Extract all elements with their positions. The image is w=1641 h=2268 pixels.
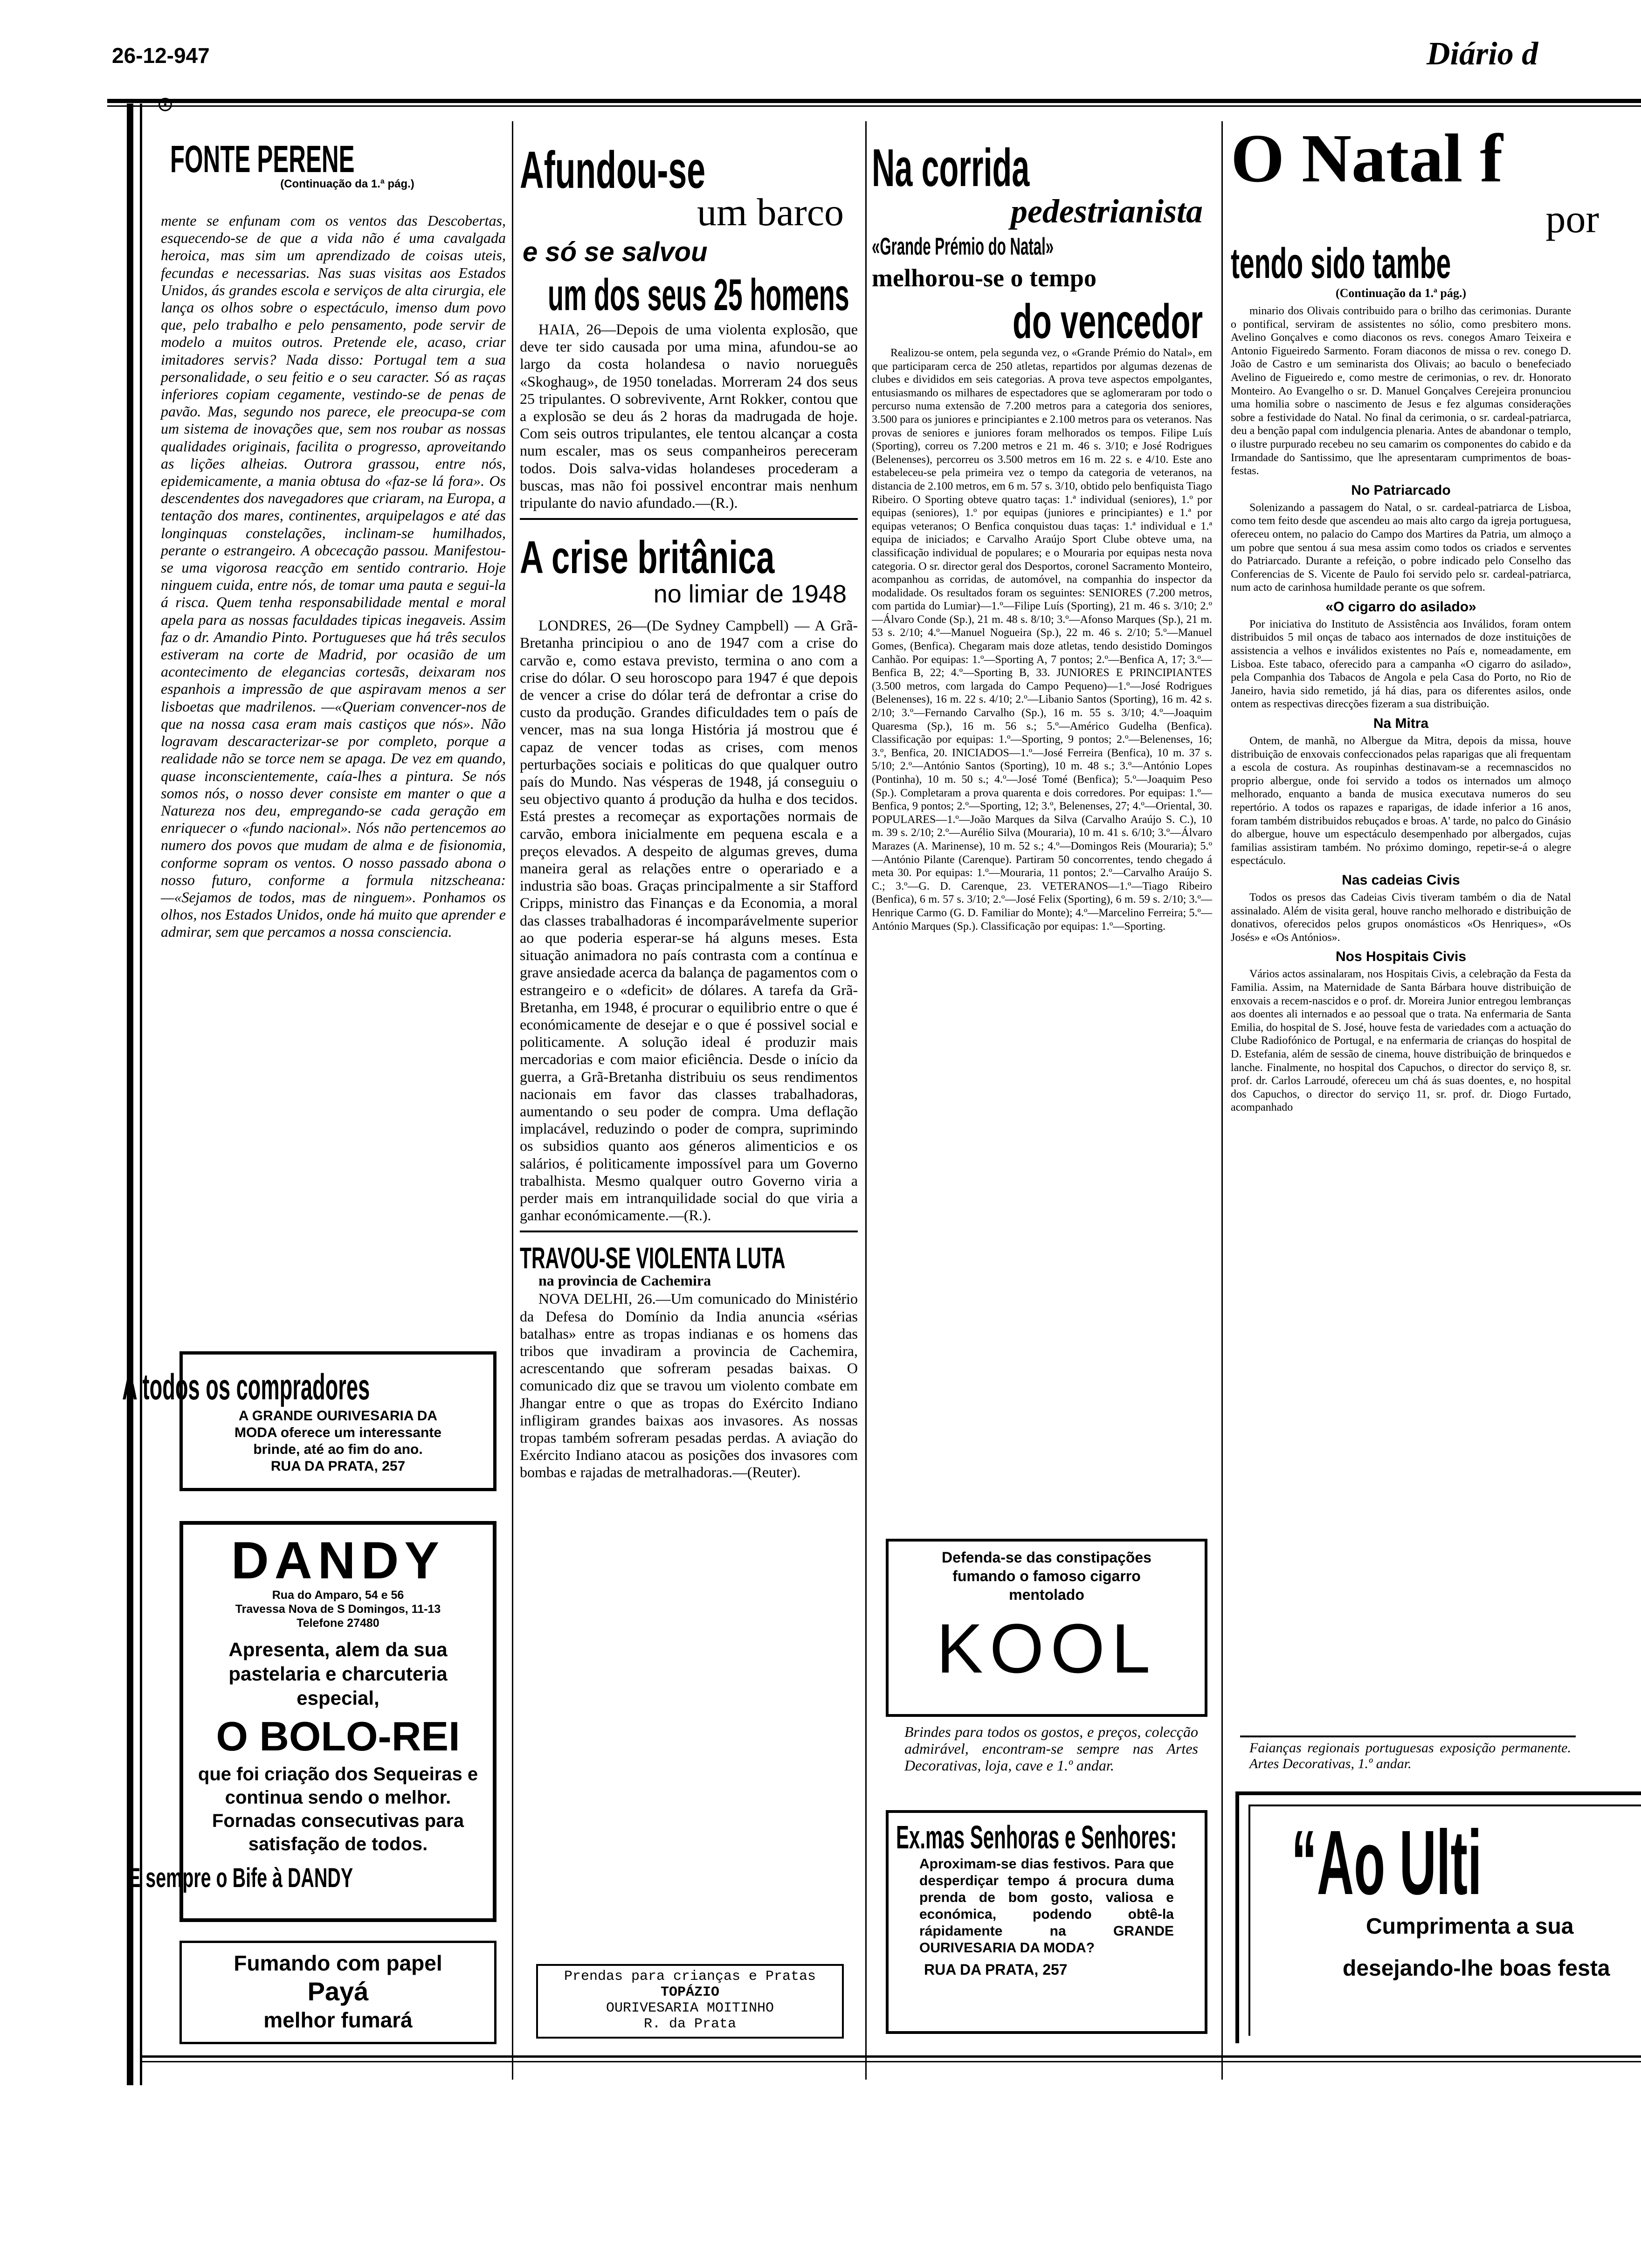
ad-line: desejando-lhe boas festa [1343,1956,1610,1981]
column-4 [1231,119,1641,1798]
brindes-note: Brindes para todos os gostos, e preços, colecção admirável, encontram-se sempre nas Artes Decorativas, loja, cave e 1.º andar. [904,1723,1198,1774]
headline: A crise britânica [520,532,775,583]
headline: Na corrida [872,138,1030,198]
ad-line: Cumprimenta a sua [1366,1914,1574,1939]
continuation-note: (Continuação da 1.ª pág.) [1335,286,1467,300]
headline: um dos seus 25 homens [548,270,849,320]
ad-line: Fumando com papel [234,1951,442,1975]
headline: «Grande Prémio do Natal» [872,233,1054,260]
subheadline: no limiar de 1948 [653,580,847,608]
ad-line: OURIVESARIA MOITINHO [606,2000,774,2016]
article-body: Ontem, de manhã, no Albergue da Mitra, depois da missa, houve distribuição de enxovais confeccionados pelas raparigas que ali frequentam a escola de costura. As roupinhas destinavam-se a recemnascidos no proprio albergue, onde foi servido a todos os internados um almoço melhorado, enquanto a banda de musica executava numeros do seu repertório. A todos os rapazes e raparigas, de idade inferior a 16 anos, foram também distribuidos rebuçados e broas. A' tarde, no palco do Ginásio do albergue, houve um espectáculo desempenhado por albergados, cujas familias assistiram também. No próximo domingo, repetir-se-á o alegre espectáculo. [1231,735,1571,867]
headline: por [1545,196,1599,241]
page-ornament: ⊙ [157,93,174,116]
ad-border [1248,1805,1641,1806]
ad-brand: Payá [307,1977,369,2006]
article-body: HAIA, 26—Depois de uma violenta explosão, que deve ter sido causada por uma mina, afundou-se ao largo da costa holandesa o navio norueguês «Skoghaug», de 1950 toneladas. Morreram 24 dos seus 25 tripulantes. O sobrevivente, Arnt Rokker, contou que a explosão se deu ás 2 horas da madrugada de hoje. Com seis outros tripulantes, ele tentou alcançar a costa num escaler, mas os seus companheiros pereceram todos. Dois salva-vidas holandeses procederam a buscas, mas não foi possivel encontrar mais nenhum tripulante do navio afundado.—(R.). [520,321,858,512]
headline: um barco [697,191,844,234]
ad-kool [886,1539,1207,1717]
ad-title: “Ao Ulti [1291,1812,1482,1914]
section-subheading: Na Mitra [1373,716,1429,732]
article-body: mente se enfunam com os ventos das Descobertas, esquecendo-se de que a vida não é uma cavalgada heroica, mas sim um aprendizado de coisas uteis, fecundas e necessarias. Nas suas visitas aos Estados Unidos, ás grandes escola e serviços de alta cirurgia, ele lança os olhos sobre o espectáculo, imenso dum povo que, pelo trabalho e pelo pensamento, pode servir de modelo a muitos outros. Pretende ele, acaso, criar imitadores servis? Nada disso: Portugal tem a sua personalidade, o seu feitio e o seu caracter. Só as raças inferiores copiam cegamente, vestindo-se de penas de pavão. Mas, segundo nos parece, ele preocupa-se com um sistema de inovações que, sem nos roubar as nossas qualidades originais, facilita o progresso, aproveitando as lições alheias. Outrora grassou, entre nós, epidemicamente, a mania obtusa do «faz-se lá fora». Os descendentes dos navegadores que criaram, na Europa, a tentação dos mares, continentes, arquipelagos e até das longinquas constelações, inclinam-se humilhados, perante o estrangeiro. A obcecação passou. Manifestou-se uma vigorosa reacção em sentido contrario. Hoje ninguem cuida, entre nós, de tomar uma pauta e segui-la á risca. Quem tenha responsabilidade mental e moral apela para as nossas faculdades tipicas inegaveis. Assim faz o dr. Amandio Pinto. Portugueses que há três seculos estiveram na corte de Madrid, por ocasião de um acontecimento de elegancias cortesãs, deixaram nos espanhois a impressão de que aspiravam menos a ser lisboetas que madrilenos. —«Queriam convencer-nos de que na nossa casa eram mais castiços que nós». Não logravam descaracterizar-se por completo, porque a realidade não se torce nem se apaga. De vez em quando, quase inconscientemente, caía-lhes a pintura. Se nós somos nós, o nosso dever consiste em manter o que a Natureza nos deu, empregando-se cada geração em enriquecer o «fundo nacional». Nós não pertencemos ao numero dos povos que mudam de alma e de fisionomia, conforme sopram os ventos. O nosso passado abona o nosso futuro, conforme a formula nitzscheana: —«Sejamos de todos, mas de ninguem». Ponhamos os olhos, nos Estados Unidos, onde há muito que aprender e admirar, sem que percamos a nossa consciencia. [161,212,506,940]
ad-title: A todos os compradores [122,1366,370,1407]
ad-border [1248,1805,1250,2036]
ad-line: MODA oferece um interessante [234,1425,442,1440]
ad-border [1235,1791,1239,2043]
headline: e só se salvou [523,237,708,267]
masthead: Diário d [1427,36,1538,72]
footer-rule-thin [140,2061,1641,2062]
ad-line: Defenda-se das constipações [942,1549,1151,1566]
section-subheading: Nas cadeias Civis [1342,872,1460,888]
article-body: Todos os presos das Cadeias Civis tiveram também o dia de Natal assinalado. Além de visita geral, houve rancho melhorado e distribuição de donativos, oferecidos pelos grupos onomásticos «Os Henriques», «Os Josés» e «Os Antónios». [1231,891,1571,944]
separator [520,1231,858,1232]
ad-line: A GRANDE OURIVESARIA DA [238,1408,438,1424]
page-date: 26-12-947 [112,43,210,68]
ad-title: Ex.mas Senhoras e Senhores: [896,1819,1177,1855]
column-rule [512,121,513,2080]
ad-line: Prendas para crianças e Pratas [564,1969,816,1984]
ad-dandy [128,1521,496,1922]
section-subheading: «O cigarro do asilado» [1325,599,1476,615]
headline: Afundou-se [520,141,706,199]
ad-address: Rua do Amparo, 54 e 56 [272,1589,404,1602]
article-body: minario dos Olivais contribuido para o brilho das cerimonias. Durante o pontifical, serviram de assistentes no sólio, como presbitero mons. Avelino Gonçalves e como diaconos os revs. conegos Amaro Teixeira e Antonio Figueiredo Sarmento. Foram diaconos de missa o rev. conego D. João de Castro e um seminarista dos Olivais; ao baculo o benefeciado Avelino de Figueiredo e, como mestre de cerimonias, o rev. dr. Honorato Monteiro. Ao Evangelho o sr. D. Manuel Gonçalves Cerejeira pronunciou uma homilia sobre o nascimento de Jesus e fez algumas considerações sobre a festividade do Natal. No final da cerimonia, o sr. cardeal-patriarca, deu a benção papal com indulgencia plenaria. Antes de abandonar o templo, o ilustre purpurado recebeu no seu camarim os componentes do cabido e da Irmandade do Santissimo, que lhe apresentaram cumprimentos de boas-festas. [1231,305,1571,477]
header-rule [107,99,1641,103]
headline: TRAVOU-SE VIOLENTA LUTA [520,1241,786,1275]
article-body: LONDRES, 26—(De Sydney Campbell) — A Grã-Bretanha principiou o ano de 1947 com a crise do carvão e, como estava previsto, termina o ano com a crise do dólar. O seu horoscopo para 1947 é que depois de vencer a crise do dólar terá de defrontar a crise do custo da produção. Grandes dificuldades tem o país de vencer, mas na sua longa História já mostrou que é capaz de vencer todas as crises, com menos perturbações sociais e politicas do que qualquer outro país do Mundo. Nas vésperas de 1948, já conseguiu o seu objectivo quanto á produção da hulha e dos tecidos. Está prestes a recomeçar as exportações normais de carvão, embora inicialmente em pequena escala e a preços elevados. A despeito de algumas greves, duma maneira geral as relações entre o operariado e a industria são boas. Graças principalmente a sir Stafford Cripps, ministro das Finanças e da Economia, a moral das classes trabalhadoras é incomparávelmente superior ao que poderia esperar-se há alguns meses. Esta situação animadora no país contrasta com a contínua e grave ansiedade acerca da balança de pagamentos com o estrangeiro e o «deficit» de dólares. A tarefa da Grã-Bretanha, em 1948, é procurar o equilibrio entre o que é económicamente de desejar e o que é possivel social e politicamente. A solução ideal é produzir mais mercadorias e com maior eficiência. Desde o início da guerra, a Grã-Bretanha distribuiu os seus rendimentos nacionais em favor das classes trabalhadoras, aumentando o seu poder de compra. Uma deflação implacável, reduzindo o poder de compra, suprimindo os subsidios quanto aos géneros alimenticios e os salários, é politicamente impossível para um Governo trabalhista. Mesmo qualquer outro Governo viria a perder mais em intranquilidade social do que viria a ganhar económicamente.—(R.). [520,617,858,1224]
ad-phone: Telefone 27480 [296,1617,379,1630]
column-3 [872,138,1212,936]
article-headline: FONTE PERENE [170,138,355,180]
ad-text: Apresenta, alem da sua pastelaria e charcuteria especial, [228,1639,448,1709]
ad-brand: DANDY [231,1531,445,1590]
headline: do vencedor [1012,295,1203,349]
ad-slogan: E sempre o Bife à DANDY [128,1863,353,1893]
ad-body: Aproximam-se dias festivos. Para que desperdiçar tempo á procura duma prenda de bom gosto, valiosa e económica, podendo obtê-la rápidamente na GRANDE OURIVESARIA DA MODA? [919,1856,1174,1956]
article-body: Solenizando a passagem do Natal, o sr. cardeal-patriarca de Lisboa, como tem feito desde que ascendeu ao mais alto cargo da igreja portuguesa, ofereceu ontem, no palacio do Campo dos Martires da Patria, um almoço a um pobre que sentou á sua mesa assim como todos os criados e serventes do Patriarcado. Durante a refeição, o pobre indicado pelo Conselho das Conferencias de S. Vicente de Paulo foi servido pelo sr. cardeal-patriarca, num acto de carinhosa humildade perante os que sofrem. [1231,501,1571,594]
separator [520,518,858,520]
headline: pedestrianista [1010,193,1203,230]
column-2 [520,140,858,1484]
ad-line: mentolado [1009,1586,1084,1603]
headline: O Natal f [1231,120,1503,197]
ad-address: R. da Prata [643,2016,737,2032]
ad-line: brinde, até ao fim do ano. [253,1442,423,1457]
ad-topazio [536,1964,844,2039]
ad-ultimo [1235,1791,1641,2053]
ad-address: RUA DA PRATA, 257 [924,1961,1068,1978]
column-rule [865,121,867,2080]
headline: melhorou-se o tempo [872,264,1096,292]
ad-border [1235,1791,1641,1795]
ad-senhoras [886,1810,1207,2034]
left-margin-rule-thin [140,104,142,2085]
article-body: NOVA DELHI, 26.—Um comunicado do Ministério da Defesa do Domínio da India anuncia «sérias batalhas» entre as tropas indianas e os homens das tribos que invadiram a provincia de Cachemira, acrescentando que sofreram pesadas baixas. O comunicado diz que se travou um violento combate em Jhangar entre o que as tropas do Exército Indiano infligiram grandes baixas aos invasores. As nossas tropas também sofreram pesadas perdas. A aviação do Exército Indiano atacou as posições dos invasores com bombas e rajadas de metralhadoras.—(Reuter). [520,1290,858,1481]
continuation-note: (Continuação da 1.ª pág.) [280,178,414,190]
left-margin-rule [127,104,133,2085]
ad-product: O BOLO-REI [216,1713,460,1759]
article-body: Por iniciativa do Instituto de Assistência aos Inválidos, foram ontem distribuidos 5 mil onças de tabaco aos internados de doze instituições de assistencia a velhos e inválidos existentes no País e, nomeadamente, em Lisboa. Este tabaco, oferecido para a campanha «O cigarro do asilado», pela Companhia dos Tabacos de Angola e pela Casa do Porto, no Rio de Janeiro, havia sido remetido, já há dias, para os diferentes asilos, onde ontem as respectivas direcções fizeram a sua distribuição. [1231,618,1571,711]
footer-rule [140,2055,1641,2058]
ad-brand: TOPÁZIO [660,1984,720,2000]
ad-line: melhor fumará [263,2008,413,2032]
faiancas-note: Faianças regionais portuguesas exposição permanente. Artes Decorativas, 1.º andar. [1249,1740,1571,1771]
ad-text: que foi criação dos Sequeiras e continua sendo o melhor. Fornadas consecutivas para satisfação de todos. [198,1764,478,1854]
article-body: Vários actos assinalaram, nos Hospitais Civis, a celebração da Festa da Familia. Assim, na Maternidade de Santa Bárbara houve distribuição de enxovais a recem-nascidos e o prof. dr. Moreira Junior entregou lembranças aos doentes ali internados e ao pessoal que o trata. Na enfermaria de Santa Emilia, do hospital de S. José, houve festa de variedades com a actuação do Clube Radiofónico de Portugal, e na enfermaria de crianças do hospital de D. Estefania, além de sessão de cinema, houve distribuição de brinquedos e lanche. Finalmente, no hospital dos Capuchos, o director do serviço 8, sr. prof. dr. Carlos Larroudé, ofereceu um chá ás suas doentes, e, no hospital dos Capuchos, o director do serviço 11, sr. prof. dr. Diogo Furtado, acompanhado [1231,968,1571,1114]
separator [1240,1736,1576,1737]
header-rule-thin [107,105,1641,107]
ad-line: fumando o famoso cigarro [952,1568,1141,1584]
section-subheading: No Patriarcado [1351,482,1451,498]
ad-address: RUA DA PRATA, 257 [270,1459,406,1474]
section-subheading: Nos Hospitais Civis [1335,949,1467,965]
subheadline: na provincia de Cachemira [538,1272,711,1289]
article-body: Realizou-se ontem, pela segunda vez, o «Grande Prémio do Natal», em que participaram cerca de 250 atletas, repartidos por algumas dezenas de clubes e divididos em seis categorias. A prova teve aspectos empolgantes, entusiasmando os milhares de espectadores que se aglomeraram por todo o percurso numa extensão de 7.200 metros para a categoria dos seniores, 3.500 para os juniores e principiantes e 2.100 metros para os veteranos. Nas provas de seniores e juniores foram melhorados os tempos. Filipe Luís (Sporting), correu os 7.200 metros e 21 m. 46 s. 3/10; e José Rodrigues (Belenenses), percorreu os 3.500 metros em 16 m. 22 s. e 4/10. Este ano estabeleceu-se pela primeira vez o tempo da categoria de veteranos, na distancia de 2.100 metros, em 6 m. 57 s. 3/10, obtido pelo benfiquista Tiago Ribeiro. O Sporting obteve quatro taças: 1.ª individual (seniores), 1.º por equipas (seniores), 1.º por equipas (juniores e principiantes) e 1.ª por equipas veteranos; O Benfica conquistou duas taças: 1.ª individual e 1.ª equipa de iniciados; e Carvalho Araújo Sport Clube obteve uma, na classificação individual de populares; e o Mouraria por equipas nesta nova categoria. O sr. director geral dos Desportos, coronel Sacramento Monteiro, acompanhou as corridas, de automóvel, na companhia do inspector da modalidade. Os resultados foram os seguintes: SENIORES (7.200 metros, com partida do Lumiar)—1.º—Filipe Luís (Sporting), 21 m. 46 s. 3/10; 2.º—Álvaro Conde (Sp.), 21 m. 48 s. 8/10; 3.º—Afonso Marques (Sp.), 21 m. 53 s. 2/10; 4.º—Manuel Nogueira (Sp.), 22 m. 46 s. 2/10; 5.º—Manuel Gomes, (Benfica). Chegaram mais doze atletas, tendo desistido Domingos Canhão. Por equipas: 1.º—Sporting A, 7 pontos; 2.º—Benfica A, 17; 3.º—Benfica B, 22; 4.º—Sporting B, 33. JUNIORES E PRINCIPIANTES (3.500 metros, com largada do Campo Pequeno)—1.º—José Rodrigues (Belenenses), 16 m. 22 s. 4/10; 2.º—Libanio Santos (Sporting), 16 m. 42 s. 2/10; 3.º—Fernando Carvalho (Sp.), 16 m. 55 s. 3/10; 4.º—Joaquim Quaresma (Sp.), 16 m. 56 s.; 5.º—Américo Gudelha (Benfica). Classificação por equipas: 1.º—Sporting, 9 pontos; 2.º—Belenenses, 16; 3.º, Benfica, 20. INICIADOS—1.º—José Ferreira (Benfica), 10 m. 37 s. 5/10; 2.º—António Santos (Sporting), 10 m. 48 s.; 3.º—António Lopes (Pontinha), 10 m. 50 s.; 4.º—José Tomé (Benfica); 5.º—Joaquim Peso (Sp.). Completaram a prova quarenta e dois corredores. Por equipas: 1.º—Benfica, 9 pontos; 2.º—Sporting, 12; 3.º, Belenenses, 27; 4.º—Oriental, 30. POPULARES—1.º—João Marques da Silva (Carvalho Araújo S. C.), 10 m. 39 s. 2/10; 2.º—Aurélio Silva (Mouraria), 10 m. 41 s. 6/10; 3.º—Álvaro Marazes (A. Marinense), 10 m. 52 s.; 4.º—Domingos Reis (Mouraria); 5.º—António Pilante (Carenque). Partiram 50 concorrentes, tendo chegado á meta 30. Por equipas: 1.º—Mouraria, 11 pontos; 2.º—Carvalho Araújo S. C.; 3.º—G. D. Carenque, 23. VETERANOS—1.º—Tiago Ribeiro (Benfica), 6 m. 57 s. 3/10; 2.º—José Felix (Sporting), 6 m. 59 s. 2/10; 3.º—Henrique Carmo (G. D. Familiar do Monte); 4.º—Marcelino Ferreira; 5.º—António Marques (Sp.). Classificação por equipas: 1.º—Sporting. [872,347,1212,933]
ad-compradores [122,1351,496,1491]
ad-brand: KOOL [936,1609,1157,1687]
fonte-perene-article [161,138,506,941]
ad-address: Travessa Nova de S Domingos, 11-13 [235,1603,441,1616]
column-rule [1221,121,1223,2080]
headline: tendo sido tambe [1231,240,1451,287]
ad-paya [179,1941,496,2044]
